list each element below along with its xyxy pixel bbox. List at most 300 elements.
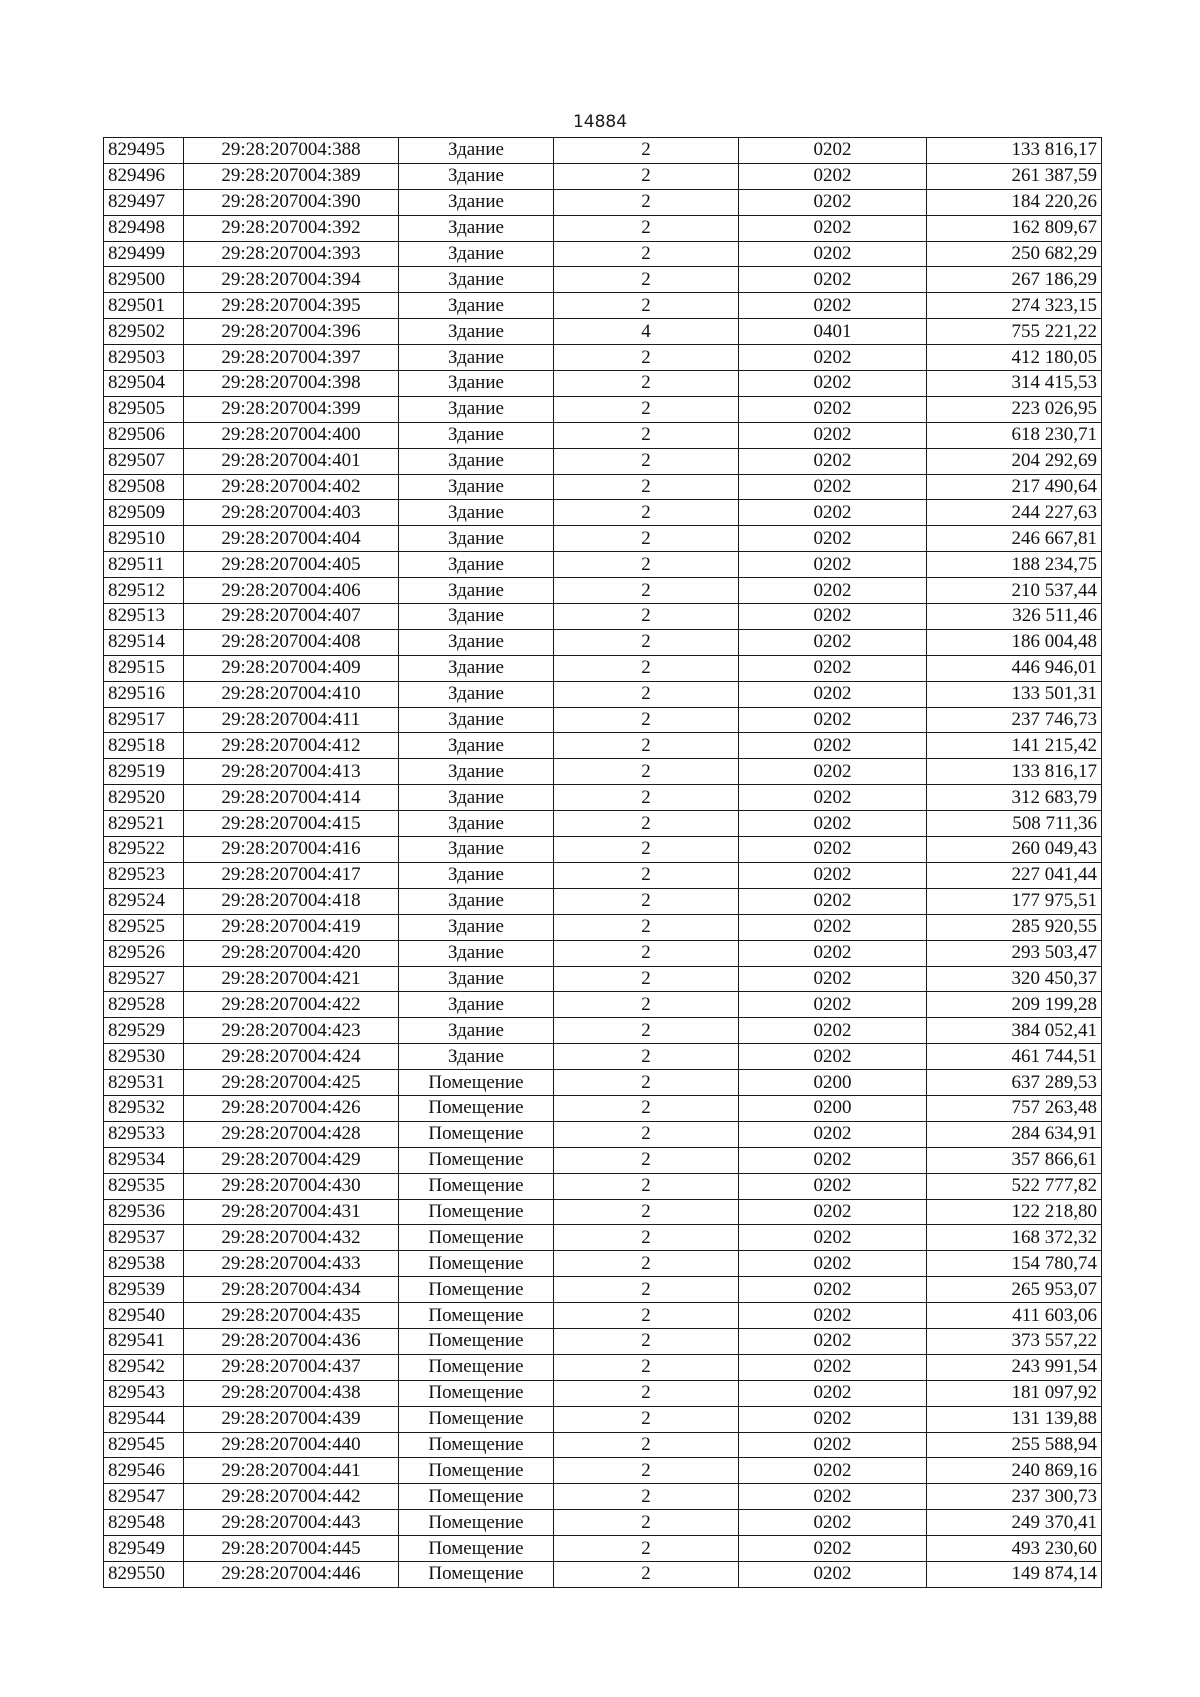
object-type-cell: Здание (399, 578, 554, 604)
table-row (104, 1199, 1102, 1225)
cadastral-number-cell: 29:28:207004:432 (184, 1225, 399, 1251)
object-type-cell: Здание (399, 862, 554, 888)
row-number-cell: 829537 (104, 1225, 184, 1251)
segment-code-cell: 0202 (739, 345, 927, 371)
object-type-cell: Здание (399, 681, 554, 707)
cadastral-number-cell: 29:28:207004:394 (184, 267, 399, 293)
cadastral-number-cell: 29:28:207004:397 (184, 345, 399, 371)
group-number-cell: 2 (554, 1484, 739, 1510)
segment-code-cell: 0202 (739, 914, 927, 940)
object-type-cell: Здание (399, 629, 554, 655)
row-number-cell: 829498 (104, 215, 184, 241)
group-number-cell: 2 (554, 888, 739, 914)
row-number-cell: 829505 (104, 396, 184, 422)
object-type-cell: Здание (399, 163, 554, 189)
row-number-cell: 829530 (104, 1044, 184, 1070)
row-number-cell: 829495 (104, 138, 184, 164)
row-number-cell: 829541 (104, 1328, 184, 1354)
cadastral-number-cell: 29:28:207004:412 (184, 733, 399, 759)
segment-code-cell: 0202 (739, 1458, 927, 1484)
object-type-cell: Помещение (399, 1380, 554, 1406)
table-row (104, 1147, 1102, 1173)
group-number-cell: 2 (554, 1380, 739, 1406)
segment-code-cell: 0202 (739, 1328, 927, 1354)
segment-code-cell: 0202 (739, 422, 927, 448)
object-type-cell: Помещение (399, 1406, 554, 1432)
group-number-cell: 2 (554, 837, 739, 863)
cadastral-number-cell: 29:28:207004:442 (184, 1484, 399, 1510)
object-type-cell: Помещение (399, 1303, 554, 1329)
cadastral-number-cell: 29:28:207004:422 (184, 992, 399, 1018)
segment-code-cell: 0202 (739, 785, 927, 811)
segment-code-cell: 0202 (739, 474, 927, 500)
table-row (104, 759, 1102, 785)
object-type-cell: Здание (399, 1044, 554, 1070)
table-row (104, 681, 1102, 707)
cadastral-number-cell: 29:28:207004:440 (184, 1432, 399, 1458)
table-row (104, 1510, 1102, 1536)
cadastral-value-cell: 285 920,55 (927, 914, 1102, 940)
row-number-cell: 829529 (104, 1018, 184, 1044)
table-row (104, 992, 1102, 1018)
segment-code-cell: 0202 (739, 1432, 927, 1458)
table-row (104, 629, 1102, 655)
cadastral-value-cell: 326 511,46 (927, 604, 1102, 630)
object-type-cell: Помещение (399, 1484, 554, 1510)
table-row (104, 1536, 1102, 1562)
table-row (104, 1225, 1102, 1251)
group-number-cell: 4 (554, 319, 739, 345)
table-row (104, 319, 1102, 345)
row-number-cell: 829548 (104, 1510, 184, 1536)
group-number-cell: 2 (554, 578, 739, 604)
object-type-cell: Помещение (399, 1561, 554, 1587)
group-number-cell: 2 (554, 629, 739, 655)
group-number-cell: 2 (554, 138, 739, 164)
cadastral-number-cell: 29:28:207004:388 (184, 138, 399, 164)
group-number-cell: 2 (554, 1536, 739, 1562)
group-number-cell: 2 (554, 1173, 739, 1199)
segment-code-cell: 0202 (739, 1380, 927, 1406)
table-row (104, 345, 1102, 371)
object-type-cell: Здание (399, 319, 554, 345)
row-number-cell: 829539 (104, 1277, 184, 1303)
table-row (104, 526, 1102, 552)
table-row (104, 1561, 1102, 1587)
segment-code-cell: 0202 (739, 163, 927, 189)
row-number-cell: 829547 (104, 1484, 184, 1510)
table-row (104, 1354, 1102, 1380)
group-number-cell: 2 (554, 1510, 739, 1536)
table-row (104, 707, 1102, 733)
cadastral-number-cell: 29:28:207004:403 (184, 500, 399, 526)
cadastral-value-cell: 461 744,51 (927, 1044, 1102, 1070)
row-number-cell: 829526 (104, 940, 184, 966)
row-number-cell: 829532 (104, 1095, 184, 1121)
group-number-cell: 2 (554, 733, 739, 759)
group-number-cell: 2 (554, 293, 739, 319)
cadastral-number-cell: 29:28:207004:408 (184, 629, 399, 655)
cadastral-number-cell: 29:28:207004:415 (184, 811, 399, 837)
row-number-cell: 829540 (104, 1303, 184, 1329)
cadastral-value-cell: 320 450,37 (927, 966, 1102, 992)
cadastral-number-cell: 29:28:207004:428 (184, 1121, 399, 1147)
group-number-cell: 2 (554, 1121, 739, 1147)
table-row (104, 1277, 1102, 1303)
object-type-cell: Здание (399, 267, 554, 293)
cadastral-value-cell: 757 263,48 (927, 1095, 1102, 1121)
table-row (104, 189, 1102, 215)
segment-code-cell: 0202 (739, 1303, 927, 1329)
object-type-cell: Здание (399, 785, 554, 811)
segment-code-cell: 0401 (739, 319, 927, 345)
cadastral-number-cell: 29:28:207004:395 (184, 293, 399, 319)
cadastral-number-cell: 29:28:207004:389 (184, 163, 399, 189)
row-number-cell: 829500 (104, 267, 184, 293)
row-number-cell: 829512 (104, 578, 184, 604)
table-row (104, 655, 1102, 681)
segment-code-cell: 0202 (739, 629, 927, 655)
cadastral-value-cell: 249 370,41 (927, 1510, 1102, 1536)
object-type-cell: Здание (399, 888, 554, 914)
cadastral-value-cell: 265 953,07 (927, 1277, 1102, 1303)
cadastral-number-cell: 29:28:207004:435 (184, 1303, 399, 1329)
cadastral-value-cell: 244 227,63 (927, 500, 1102, 526)
group-number-cell: 2 (554, 1095, 739, 1121)
cadastral-number-cell: 29:28:207004:423 (184, 1018, 399, 1044)
cadastral-value-cell: 446 946,01 (927, 655, 1102, 681)
table-row (104, 733, 1102, 759)
object-type-cell: Здание (399, 215, 554, 241)
cadastral-number-cell: 29:28:207004:405 (184, 552, 399, 578)
table-row (104, 1303, 1102, 1329)
segment-code-cell: 0202 (739, 1354, 927, 1380)
cadastral-value-cell: 637 289,53 (927, 1070, 1102, 1096)
object-type-cell: Помещение (399, 1121, 554, 1147)
segment-code-cell: 0202 (739, 1484, 927, 1510)
segment-code-cell: 0202 (739, 1536, 927, 1562)
cadastral-value-cell: 312 683,79 (927, 785, 1102, 811)
group-number-cell: 2 (554, 914, 739, 940)
segment-code-cell: 0202 (739, 552, 927, 578)
object-type-cell: Помещение (399, 1432, 554, 1458)
cadastral-number-cell: 29:28:207004:446 (184, 1561, 399, 1587)
row-number-cell: 829527 (104, 966, 184, 992)
table-row (104, 1095, 1102, 1121)
table-row (104, 1432, 1102, 1458)
table-row (104, 267, 1102, 293)
cadastral-value-cell: 357 866,61 (927, 1147, 1102, 1173)
cadastral-value-cell: 384 052,41 (927, 1018, 1102, 1044)
cadastral-value-cell: 154 780,74 (927, 1251, 1102, 1277)
cadastral-number-cell: 29:28:207004:393 (184, 241, 399, 267)
object-type-cell: Здание (399, 474, 554, 500)
table-body (104, 138, 1102, 1588)
object-type-cell: Здание (399, 837, 554, 863)
cadastral-number-cell: 29:28:207004:401 (184, 448, 399, 474)
row-number-cell: 829507 (104, 448, 184, 474)
cadastral-value-cell: 255 588,94 (927, 1432, 1102, 1458)
table-row (104, 604, 1102, 630)
cadastral-number-cell: 29:28:207004:407 (184, 604, 399, 630)
group-number-cell: 2 (554, 448, 739, 474)
object-type-cell: Помещение (399, 1147, 554, 1173)
cadastral-number-cell: 29:28:207004:430 (184, 1173, 399, 1199)
row-number-cell: 829496 (104, 163, 184, 189)
object-type-cell: Здание (399, 759, 554, 785)
cadastral-value-cell: 261 387,59 (927, 163, 1102, 189)
object-type-cell: Здание (399, 914, 554, 940)
table-row (104, 1251, 1102, 1277)
table-row (104, 1044, 1102, 1070)
segment-code-cell: 0202 (739, 837, 927, 863)
cadastral-number-cell: 29:28:207004:433 (184, 1251, 399, 1277)
cadastral-number-cell: 29:28:207004:402 (184, 474, 399, 500)
table-row (104, 1380, 1102, 1406)
cadastral-value-cell: 181 097,92 (927, 1380, 1102, 1406)
cadastral-number-cell: 29:28:207004:443 (184, 1510, 399, 1536)
row-number-cell: 829546 (104, 1458, 184, 1484)
segment-code-cell: 0202 (739, 500, 927, 526)
group-number-cell: 2 (554, 811, 739, 837)
segment-code-cell: 0202 (739, 1406, 927, 1432)
cadastral-number-cell: 29:28:207004:414 (184, 785, 399, 811)
group-number-cell: 2 (554, 267, 739, 293)
object-type-cell: Здание (399, 966, 554, 992)
row-number-cell: 829499 (104, 241, 184, 267)
table-row (104, 293, 1102, 319)
segment-code-cell: 0200 (739, 1095, 927, 1121)
cadastral-value-cell: 133 816,17 (927, 138, 1102, 164)
segment-code-cell: 0202 (739, 215, 927, 241)
table-row (104, 914, 1102, 940)
segment-code-cell: 0202 (739, 655, 927, 681)
cadastral-value-cell: 149 874,14 (927, 1561, 1102, 1587)
cadastral-value-cell: 168 372,32 (927, 1225, 1102, 1251)
cadastral-number-cell: 29:28:207004:420 (184, 940, 399, 966)
row-number-cell: 829517 (104, 707, 184, 733)
cadastral-value-cell: 293 503,47 (927, 940, 1102, 966)
segment-code-cell: 0202 (739, 604, 927, 630)
segment-code-cell: 0202 (739, 578, 927, 604)
group-number-cell: 2 (554, 862, 739, 888)
group-number-cell: 2 (554, 163, 739, 189)
segment-code-cell: 0202 (739, 811, 927, 837)
table-row (104, 215, 1102, 241)
cadastral-value-cell: 508 711,36 (927, 811, 1102, 837)
table-row (104, 837, 1102, 863)
object-type-cell: Здание (399, 811, 554, 837)
cadastral-value-cell: 210 537,44 (927, 578, 1102, 604)
group-number-cell: 2 (554, 940, 739, 966)
table-row (104, 940, 1102, 966)
object-type-cell: Здание (399, 1018, 554, 1044)
row-number-cell: 829502 (104, 319, 184, 345)
cadastral-number-cell: 29:28:207004:400 (184, 422, 399, 448)
group-number-cell: 2 (554, 345, 739, 371)
cadastral-value-cell: 186 004,48 (927, 629, 1102, 655)
object-type-cell: Здание (399, 526, 554, 552)
cadastral-value-cell: 223 026,95 (927, 396, 1102, 422)
row-number-cell: 829506 (104, 422, 184, 448)
segment-code-cell: 0202 (739, 966, 927, 992)
segment-code-cell: 0202 (739, 1561, 927, 1587)
cadastral-value-cell: 217 490,64 (927, 474, 1102, 500)
group-number-cell: 2 (554, 1251, 739, 1277)
table-row (104, 811, 1102, 837)
object-type-cell: Здание (399, 189, 554, 215)
segment-code-cell: 0202 (739, 448, 927, 474)
object-type-cell: Здание (399, 345, 554, 371)
segment-code-cell: 0202 (739, 138, 927, 164)
group-number-cell: 2 (554, 681, 739, 707)
object-type-cell: Здание (399, 138, 554, 164)
cadastral-value-cell: 209 199,28 (927, 992, 1102, 1018)
table-row (104, 966, 1102, 992)
table-row (104, 785, 1102, 811)
group-number-cell: 2 (554, 1199, 739, 1225)
segment-code-cell: 0202 (739, 862, 927, 888)
object-type-cell: Здание (399, 604, 554, 630)
object-type-cell: Здание (399, 992, 554, 1018)
group-number-cell: 2 (554, 1044, 739, 1070)
segment-code-cell: 0202 (739, 1277, 927, 1303)
group-number-cell: 2 (554, 785, 739, 811)
table-row (104, 1070, 1102, 1096)
cadastral-value-cell: 267 186,29 (927, 267, 1102, 293)
cadastral-value-cell: 237 746,73 (927, 707, 1102, 733)
row-number-cell: 829516 (104, 681, 184, 707)
table-row (104, 422, 1102, 448)
group-number-cell: 2 (554, 396, 739, 422)
cadastral-number-cell: 29:28:207004:417 (184, 862, 399, 888)
cadastral-number-cell: 29:28:207004:424 (184, 1044, 399, 1070)
object-type-cell: Здание (399, 293, 554, 319)
row-number-cell: 829522 (104, 837, 184, 863)
table-row (104, 862, 1102, 888)
cadastral-number-cell: 29:28:207004:392 (184, 215, 399, 241)
segment-code-cell: 0202 (739, 1121, 927, 1147)
table-row (104, 1121, 1102, 1147)
cadastral-number-cell: 29:28:207004:396 (184, 319, 399, 345)
cadastral-number-cell: 29:28:207004:421 (184, 966, 399, 992)
table-row (104, 371, 1102, 397)
segment-code-cell: 0202 (739, 1018, 927, 1044)
cadastral-value-cell: 177 975,51 (927, 888, 1102, 914)
row-number-cell: 829521 (104, 811, 184, 837)
object-type-cell: Помещение (399, 1510, 554, 1536)
row-number-cell: 829508 (104, 474, 184, 500)
table-row (104, 474, 1102, 500)
cadastral-number-cell: 29:28:207004:439 (184, 1406, 399, 1432)
group-number-cell: 2 (554, 1225, 739, 1251)
table-row (104, 163, 1102, 189)
cadastral-number-cell: 29:28:207004:429 (184, 1147, 399, 1173)
group-number-cell: 2 (554, 1070, 739, 1096)
cadastral-number-cell: 29:28:207004:419 (184, 914, 399, 940)
cadastral-number-cell: 29:28:207004:404 (184, 526, 399, 552)
group-number-cell: 2 (554, 1303, 739, 1329)
row-number-cell: 829503 (104, 345, 184, 371)
row-number-cell: 829515 (104, 655, 184, 681)
object-type-cell: Здание (399, 371, 554, 397)
segment-code-cell: 0202 (739, 940, 927, 966)
cadastral-number-cell: 29:28:207004:409 (184, 655, 399, 681)
cadastral-value-cell: 122 218,80 (927, 1199, 1102, 1225)
cadastral-value-cell: 618 230,71 (927, 422, 1102, 448)
row-number-cell: 829514 (104, 629, 184, 655)
cadastral-number-cell: 29:28:207004:418 (184, 888, 399, 914)
segment-code-cell: 0202 (739, 1251, 927, 1277)
group-number-cell: 2 (554, 189, 739, 215)
group-number-cell: 2 (554, 474, 739, 500)
cadastral-value-cell: 373 557,22 (927, 1328, 1102, 1354)
row-number-cell: 829518 (104, 733, 184, 759)
object-type-cell: Здание (399, 733, 554, 759)
object-type-cell: Здание (399, 241, 554, 267)
segment-code-cell: 0202 (739, 1044, 927, 1070)
segment-code-cell: 0200 (739, 1070, 927, 1096)
row-number-cell: 829531 (104, 1070, 184, 1096)
object-type-cell: Помещение (399, 1328, 554, 1354)
row-number-cell: 829523 (104, 862, 184, 888)
row-number-cell: 829534 (104, 1147, 184, 1173)
group-number-cell: 2 (554, 500, 739, 526)
segment-code-cell: 0202 (739, 293, 927, 319)
object-type-cell: Здание (399, 500, 554, 526)
object-type-cell: Помещение (399, 1225, 554, 1251)
cadastral-number-cell: 29:28:207004:441 (184, 1458, 399, 1484)
group-number-cell: 2 (554, 966, 739, 992)
cadastral-value-table (103, 137, 1102, 1588)
cadastral-value-cell: 243 991,54 (927, 1354, 1102, 1380)
row-number-cell: 829545 (104, 1432, 184, 1458)
row-number-cell: 829510 (104, 526, 184, 552)
segment-code-cell: 0202 (739, 1173, 927, 1199)
page-number: 14884 (572, 112, 628, 132)
row-number-cell: 829542 (104, 1354, 184, 1380)
object-type-cell: Здание (399, 707, 554, 733)
cadastral-value-cell: 227 041,44 (927, 862, 1102, 888)
cadastral-value-cell: 250 682,29 (927, 241, 1102, 267)
row-number-cell: 829511 (104, 552, 184, 578)
segment-code-cell: 0202 (739, 681, 927, 707)
table-row (104, 1406, 1102, 1432)
row-number-cell: 829513 (104, 604, 184, 630)
table-row (104, 138, 1102, 164)
table-row (104, 552, 1102, 578)
segment-code-cell: 0202 (739, 759, 927, 785)
group-number-cell: 2 (554, 422, 739, 448)
group-number-cell: 2 (554, 604, 739, 630)
group-number-cell: 2 (554, 655, 739, 681)
cadastral-value-cell: 522 777,82 (927, 1173, 1102, 1199)
cadastral-number-cell: 29:28:207004:398 (184, 371, 399, 397)
table-row (104, 1328, 1102, 1354)
table-row (104, 241, 1102, 267)
cadastral-number-cell: 29:28:207004:434 (184, 1277, 399, 1303)
cadastral-value-cell: 131 139,88 (927, 1406, 1102, 1432)
cadastral-value-cell: 412 180,05 (927, 345, 1102, 371)
cadastral-value-cell: 237 300,73 (927, 1484, 1102, 1510)
table-row (104, 888, 1102, 914)
group-number-cell: 2 (554, 992, 739, 1018)
cadastral-number-cell: 29:28:207004:413 (184, 759, 399, 785)
cadastral-number-cell: 29:28:207004:436 (184, 1328, 399, 1354)
cadastral-value-cell: 411 603,06 (927, 1303, 1102, 1329)
row-number-cell: 829519 (104, 759, 184, 785)
cadastral-number-cell: 29:28:207004:437 (184, 1354, 399, 1380)
